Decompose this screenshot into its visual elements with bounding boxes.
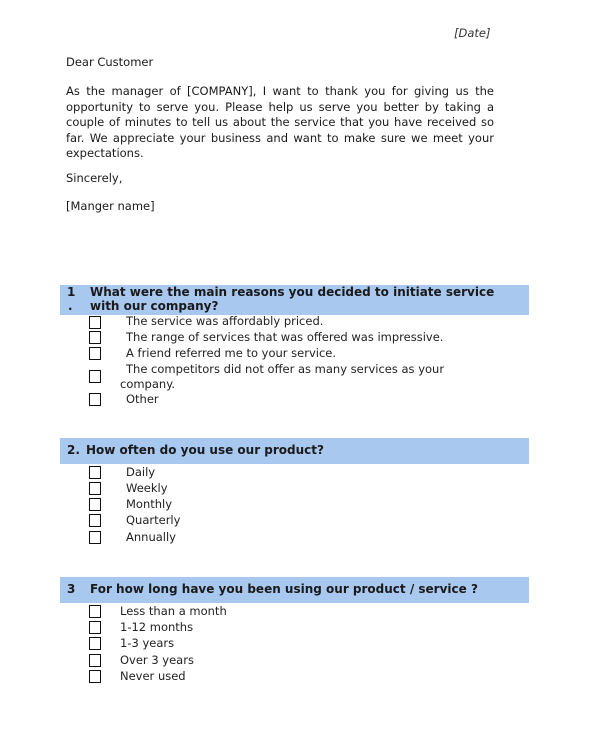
closing: Sincerely, [66,171,123,185]
option-label: Other [126,392,159,406]
question-number: 2. [67,443,80,457]
option-label: Annually [126,530,176,544]
date-placeholder: [Date] [454,26,491,40]
checkbox[interactable] [89,514,101,527]
checkbox[interactable] [89,670,101,683]
checkbox[interactable] [89,498,101,511]
question-text: For how long have you been using our product / service ? [90,582,478,596]
option-label: Quarterly [126,513,181,527]
checkbox[interactable] [89,621,101,634]
option-label: Never used [120,669,186,683]
option-label: Less than a month [120,604,227,618]
checkbox[interactable] [89,637,101,650]
option-label: Monthly [126,497,173,511]
checkbox[interactable] [89,531,101,544]
option-label: Weekly [126,481,168,495]
option-label: Over 3 years [120,653,194,667]
option-label-continued: company. [120,377,176,391]
intro-paragraph: As the manager of [COMPANY], I want to thank you for giving us the opportunity to serve you. Please help us serve you better by taking a couple of minutes to tell us about the service that you have received so far. We appreciate your business and want to make sure we meet your expectations. [66,84,494,160]
checkbox[interactable] [89,370,101,383]
checkbox[interactable] [89,331,101,344]
checkbox[interactable] [89,654,101,667]
question-number: 1 [67,285,76,299]
checkbox[interactable] [89,316,101,329]
question-text-continued: with our company? [90,299,219,313]
option-label: Daily [126,465,156,479]
greeting: Dear Customer [66,55,154,69]
checkbox[interactable] [89,393,101,406]
checkbox[interactable] [89,347,101,360]
checkbox[interactable] [89,482,101,495]
option-label: 1-3 years [120,636,175,650]
question-text: What were the main reasons you decided to initiate service [90,285,495,299]
option-label: A friend referred me to your service. [126,346,337,360]
option-label: The competitors did not offer as many services as your [126,362,445,376]
question-number: 3 [67,582,76,596]
checkbox[interactable] [89,605,101,618]
signature-placeholder: [Manger name] [66,199,155,213]
option-label: The service was affordably priced. [126,314,324,328]
option-label: The range of services that was offered was impressive. [126,330,444,344]
option-label: 1-12 months [120,620,194,634]
question-number-suffix: . [68,299,73,313]
checkbox[interactable] [89,466,101,479]
question-text: How often do you use our product? [86,443,324,457]
